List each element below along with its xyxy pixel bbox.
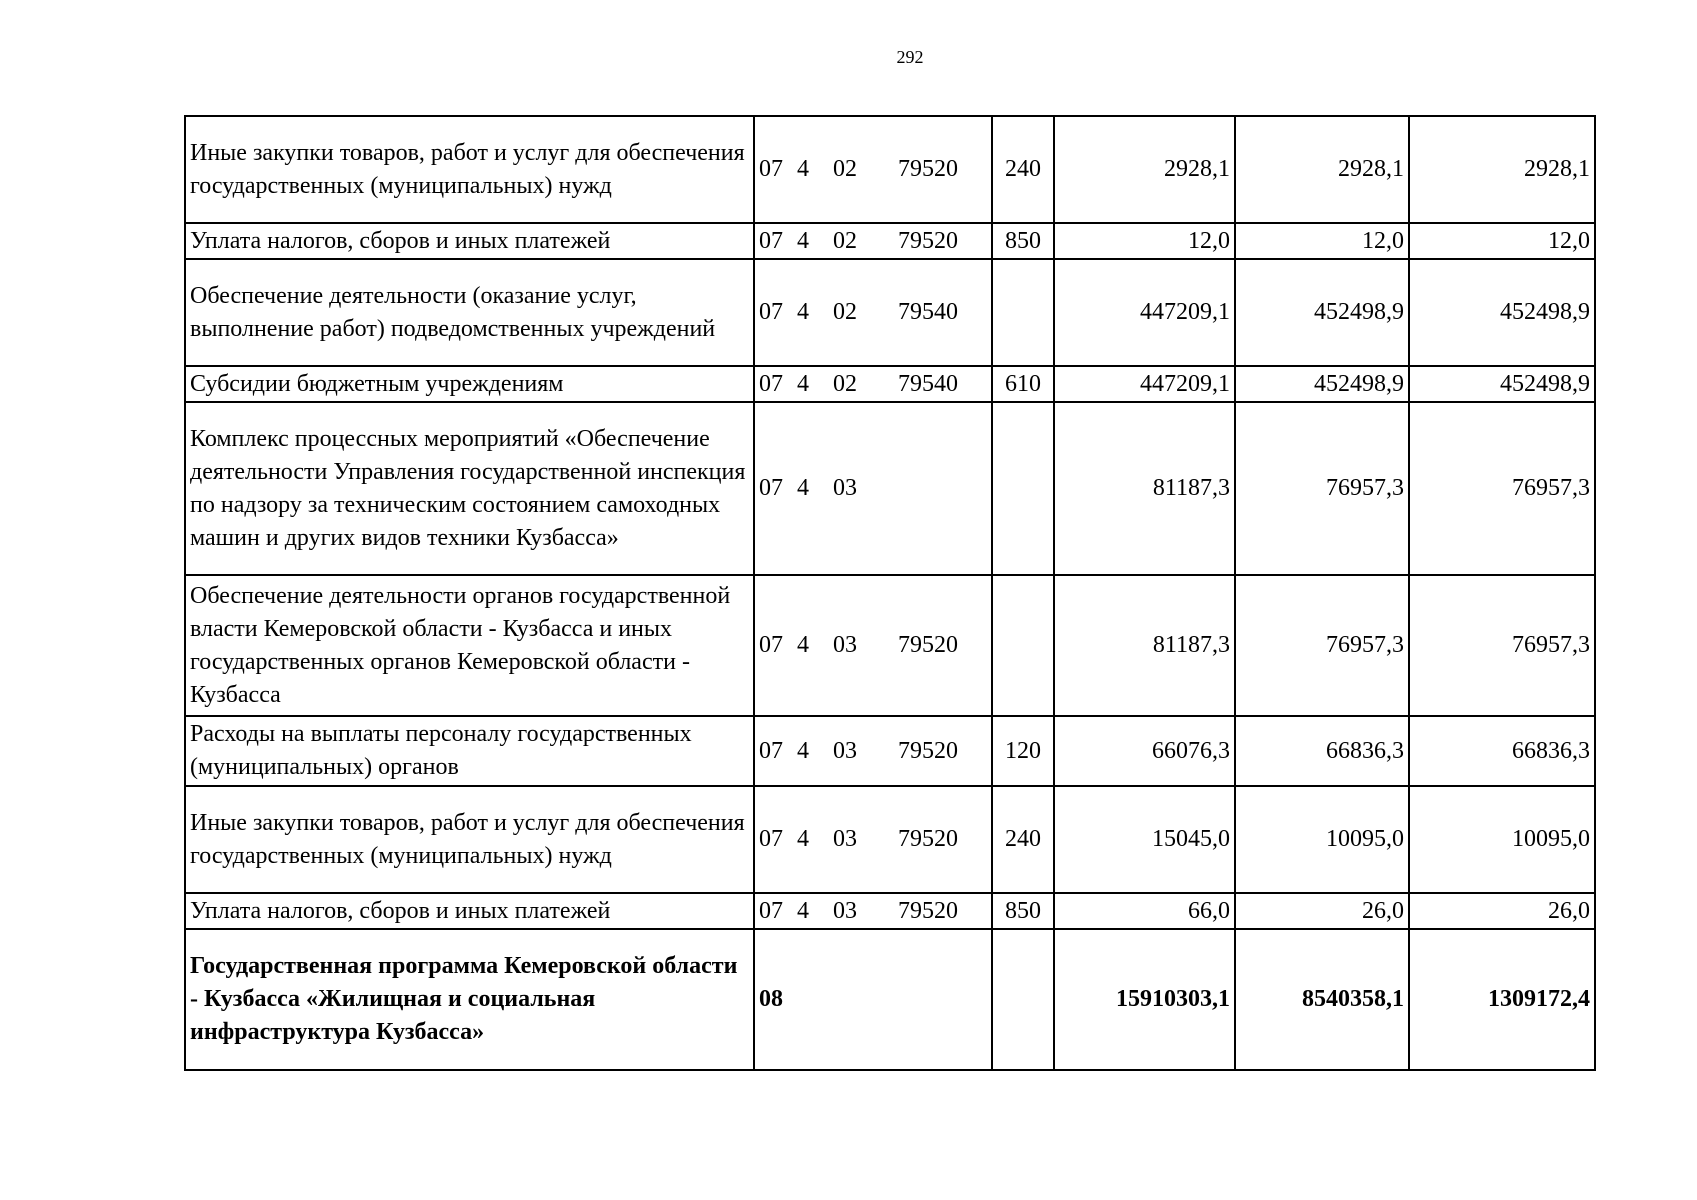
code-part-c2: 4	[797, 737, 809, 764]
code-part-c2: 4	[797, 826, 809, 852]
row-amount-year-3: 76957,3	[1409, 402, 1595, 575]
table-row	[185, 786, 1595, 893]
table-row	[185, 259, 1595, 366]
row-amount-year-3: 2928,1	[1409, 116, 1595, 223]
row-code-cell	[754, 893, 992, 929]
table-row	[185, 402, 1595, 575]
row-expense-type-cell: 240	[992, 786, 1054, 893]
code-part-c3: 02	[833, 156, 857, 182]
code-part-c1: 07	[759, 737, 783, 764]
budget-table-body	[185, 116, 1595, 1070]
row-amount-year-3: 1309172,4	[1409, 929, 1595, 1070]
row-code-cell	[754, 402, 992, 575]
row-code-cell	[754, 786, 992, 893]
code-part-c2: 4	[797, 370, 809, 397]
code-part-c3: 03	[833, 897, 857, 924]
row-expense-type-cell	[992, 575, 1054, 716]
row-expense-type-cell: 850	[992, 223, 1054, 259]
code-part-c3: 03	[833, 475, 857, 501]
row-name-cell: Государственная программа Кемеровской области - Кузбасса «Жилищная и социальная инфраструктура Кузбасса»	[185, 929, 754, 1070]
row-code-cell	[754, 929, 992, 1070]
row-name-cell: Расходы на выплаты персоналу государственных (муниципальных) органов	[185, 716, 754, 786]
table-row	[185, 716, 1595, 786]
row-code-cell	[754, 575, 992, 716]
code-part-c2: 4	[797, 299, 809, 325]
row-amount-year-2: 26,0	[1235, 893, 1409, 929]
row-code-cell	[754, 259, 992, 366]
code-part-c4: 79520	[898, 737, 958, 764]
code-part-c3: 03	[833, 826, 857, 852]
row-amount-year-3: 76957,3	[1409, 575, 1595, 716]
page-number: 292	[896, 47, 924, 67]
row-expense-type-cell: 610	[992, 366, 1054, 402]
code-part-c3: 03	[833, 737, 857, 764]
code-part-c1: 07	[759, 826, 783, 852]
row-amount-year-1: 66076,3	[1054, 716, 1235, 786]
row-name-cell: Комплекс процессных мероприятий «Обеспечение деятельности Управления государственной инспекция по надзору за техническим состоянием самоходных машин и других видов техники Кузбасса»	[185, 402, 754, 575]
row-amount-year-2: 12,0	[1235, 223, 1409, 259]
row-amount-year-2: 8540358,1	[1235, 929, 1409, 1070]
code-part-c4: 79520	[898, 897, 958, 924]
row-amount-year-2: 452498,9	[1235, 366, 1409, 402]
table-row	[185, 116, 1595, 223]
row-name-cell: Иные закупки товаров, работ и услуг для обеспечения государственных (муниципальных) нужд	[185, 116, 754, 223]
row-expense-type-cell	[992, 929, 1054, 1070]
code-part-c3: 02	[833, 227, 857, 254]
row-amount-year-1: 15910303,1	[1054, 929, 1235, 1070]
row-amount-year-1: 2928,1	[1054, 116, 1235, 223]
code-part-c1: 07	[759, 475, 783, 501]
row-amount-year-1: 447209,1	[1054, 259, 1235, 366]
row-amount-year-2: 452498,9	[1235, 259, 1409, 366]
code-part-c2: 4	[797, 632, 809, 658]
row-amount-year-1: 66,0	[1054, 893, 1235, 929]
row-amount-year-1: 81187,3	[1054, 575, 1235, 716]
row-expense-type-cell	[992, 402, 1054, 575]
row-code-cell	[754, 366, 992, 402]
row-amount-year-3: 452498,9	[1409, 366, 1595, 402]
row-amount-year-1: 12,0	[1054, 223, 1235, 259]
row-amount-year-3: 26,0	[1409, 893, 1595, 929]
row-expense-type-cell: 120	[992, 716, 1054, 786]
row-expense-type-cell: 850	[992, 893, 1054, 929]
row-name-cell: Обеспечение деятельности (оказание услуг, выполнение работ) подведомственных учреждений	[185, 259, 754, 366]
row-code-cell	[754, 223, 992, 259]
code-part-c4: 79520	[898, 632, 958, 658]
table-row	[185, 929, 1595, 1070]
code-part-c2: 4	[797, 475, 809, 501]
row-name-cell: Субсидии бюджетным учреждениям	[185, 366, 754, 402]
code-part-c1: 07	[759, 632, 783, 658]
row-amount-year-3: 12,0	[1409, 223, 1595, 259]
budget-table	[184, 115, 1596, 1071]
row-code-cell	[754, 716, 992, 786]
code-part-c2: 4	[797, 156, 809, 182]
row-amount-year-2: 10095,0	[1235, 786, 1409, 893]
code-part-c1: 08	[759, 986, 783, 1012]
row-expense-type-cell	[992, 259, 1054, 366]
code-part-c4: 79520	[898, 227, 958, 254]
row-name-cell: Обеспечение деятельности органов государственной власти Кемеровской области - Кузбасса и иных государственных органов Кемеровской области - Кузбасса	[185, 575, 754, 716]
code-part-c1: 07	[759, 227, 783, 254]
row-amount-year-3: 66836,3	[1409, 716, 1595, 786]
row-amount-year-2: 76957,3	[1235, 575, 1409, 716]
code-part-c3: 02	[833, 299, 857, 325]
table-row	[185, 366, 1595, 402]
row-expense-type-cell: 240	[992, 116, 1054, 223]
row-amount-year-1: 447209,1	[1054, 366, 1235, 402]
row-amount-year-1: 81187,3	[1054, 402, 1235, 575]
table-row	[185, 893, 1595, 929]
code-part-c1: 07	[759, 897, 783, 924]
row-name-cell: Иные закупки товаров, работ и услуг для обеспечения государственных (муниципальных) нужд	[185, 786, 754, 893]
code-part-c3: 02	[833, 370, 857, 397]
row-name-cell: Уплата налогов, сборов и иных платежей	[185, 893, 754, 929]
code-part-c1: 07	[759, 370, 783, 397]
code-part-c4: 79540	[898, 370, 958, 397]
row-amount-year-3: 452498,9	[1409, 259, 1595, 366]
code-part-c2: 4	[797, 897, 809, 924]
row-amount-year-2: 76957,3	[1235, 402, 1409, 575]
code-part-c4: 79540	[898, 299, 958, 325]
row-amount-year-2: 2928,1	[1235, 116, 1409, 223]
table-row	[185, 575, 1595, 716]
code-part-c3: 03	[833, 632, 857, 658]
code-part-c1: 07	[759, 156, 783, 182]
row-amount-year-2: 66836,3	[1235, 716, 1409, 786]
code-part-c4: 79520	[898, 826, 958, 852]
table-row	[185, 223, 1595, 259]
row-code-cell	[754, 116, 992, 223]
code-part-c4: 79520	[898, 156, 958, 182]
row-name-cell: Уплата налогов, сборов и иных платежей	[185, 223, 754, 259]
code-part-c1: 07	[759, 299, 783, 325]
row-amount-year-1: 15045,0	[1054, 786, 1235, 893]
row-amount-year-3: 10095,0	[1409, 786, 1595, 893]
code-part-c2: 4	[797, 227, 809, 254]
